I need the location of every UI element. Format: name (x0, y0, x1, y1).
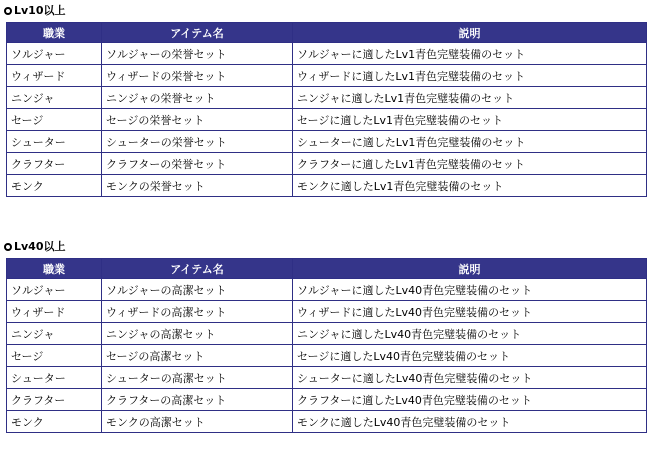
cell-job: ニンジャ (7, 87, 102, 109)
cell-item-name: ソルジャーの高潔セット (102, 279, 293, 301)
section-heading (4, 240, 646, 254)
section-lv40 (4, 240, 646, 433)
section-title: Lv40以上 (14, 240, 66, 253)
cell-job: クラフター (7, 389, 102, 411)
cell-description: セージに適したLv1青色完璧装備のセット (293, 109, 647, 131)
section-heading (4, 4, 646, 18)
table-row (7, 153, 647, 175)
cell-item-name: ウィザードの高潔セット (102, 301, 293, 323)
table-row (7, 279, 647, 301)
cell-description: ウィザードに適したLv1青色完璧装備のセット (293, 65, 647, 87)
circle-bullet-icon (4, 7, 12, 15)
table-row (7, 131, 647, 153)
table-row (7, 65, 647, 87)
cell-item-name: ソルジャーの栄誉セット (102, 43, 293, 65)
cell-item-name: セージの高潔セット (102, 345, 293, 367)
column-header-job: 職業 (7, 23, 102, 43)
cell-item-name: モンクの高潔セット (102, 411, 293, 433)
table-row (7, 345, 647, 367)
cell-job: セージ (7, 345, 102, 367)
table-row (7, 411, 647, 433)
cell-job: ウィザード (7, 301, 102, 323)
cell-description: モンクに適したLv40青色完璧装備のセット (293, 411, 647, 433)
cell-job: ソルジャー (7, 43, 102, 65)
cell-item-name: ニンジャの高潔セット (102, 323, 293, 345)
cell-job: クラフター (7, 153, 102, 175)
cell-description: モンクに適したLv1青色完璧装備のセット (293, 175, 647, 197)
column-header-description: 説明 (293, 23, 647, 43)
table-row (7, 43, 647, 65)
table-row (7, 323, 647, 345)
column-header-job: 職業 (7, 259, 102, 279)
cell-description: クラフターに適したLv40青色完璧装備のセット (293, 389, 647, 411)
table-header-row (7, 259, 647, 279)
table-row (7, 109, 647, 131)
table-row (7, 175, 647, 197)
cell-item-name: セージの栄誉セット (102, 109, 293, 131)
cell-job: セージ (7, 109, 102, 131)
cell-description: シューターに適したLv1青色完璧装備のセット (293, 131, 647, 153)
cell-item-name: ニンジャの栄誉セット (102, 87, 293, 109)
table-row (7, 367, 647, 389)
cell-job: モンク (7, 175, 102, 197)
cell-job: モンク (7, 411, 102, 433)
cell-job: シューター (7, 367, 102, 389)
column-header-description: 説明 (293, 259, 647, 279)
table-row (7, 301, 647, 323)
cell-description: ニンジャに適したLv40青色完璧装備のセット (293, 323, 647, 345)
circle-bullet-icon (4, 243, 12, 251)
item-table-lv40 (6, 258, 647, 433)
cell-item-name: ウィザードの栄誉セット (102, 65, 293, 87)
cell-item-name: シューターの栄誉セット (102, 131, 293, 153)
cell-item-name: モンクの栄誉セット (102, 175, 293, 197)
table-row (7, 389, 647, 411)
item-table-lv10 (6, 22, 647, 197)
column-header-item-name: アイテム名 (102, 259, 293, 279)
table-row (7, 87, 647, 109)
table-header-row (7, 23, 647, 43)
cell-description: ニンジャに適したLv1青色完璧装備のセット (293, 87, 647, 109)
cell-description: ウィザードに適したLv40青色完璧装備のセット (293, 301, 647, 323)
cell-description: クラフターに適したLv1青色完璧装備のセット (293, 153, 647, 175)
cell-job: シューター (7, 131, 102, 153)
column-header-item-name: アイテム名 (102, 23, 293, 43)
cell-description: セージに適したLv40青色完璧装備のセット (293, 345, 647, 367)
cell-description: シューターに適したLv40青色完璧装備のセット (293, 367, 647, 389)
section-lv10 (4, 4, 646, 197)
cell-description: ソルジャーに適したLv1青色完璧装備のセット (293, 43, 647, 65)
cell-description: ソルジャーに適したLv40青色完璧装備のセット (293, 279, 647, 301)
cell-item-name: クラフターの高潔セット (102, 389, 293, 411)
cell-job: ウィザード (7, 65, 102, 87)
cell-item-name: シューターの高潔セット (102, 367, 293, 389)
cell-job: ニンジャ (7, 323, 102, 345)
cell-item-name: クラフターの栄誉セット (102, 153, 293, 175)
cell-job: ソルジャー (7, 279, 102, 301)
section-title: Lv10以上 (14, 4, 66, 17)
